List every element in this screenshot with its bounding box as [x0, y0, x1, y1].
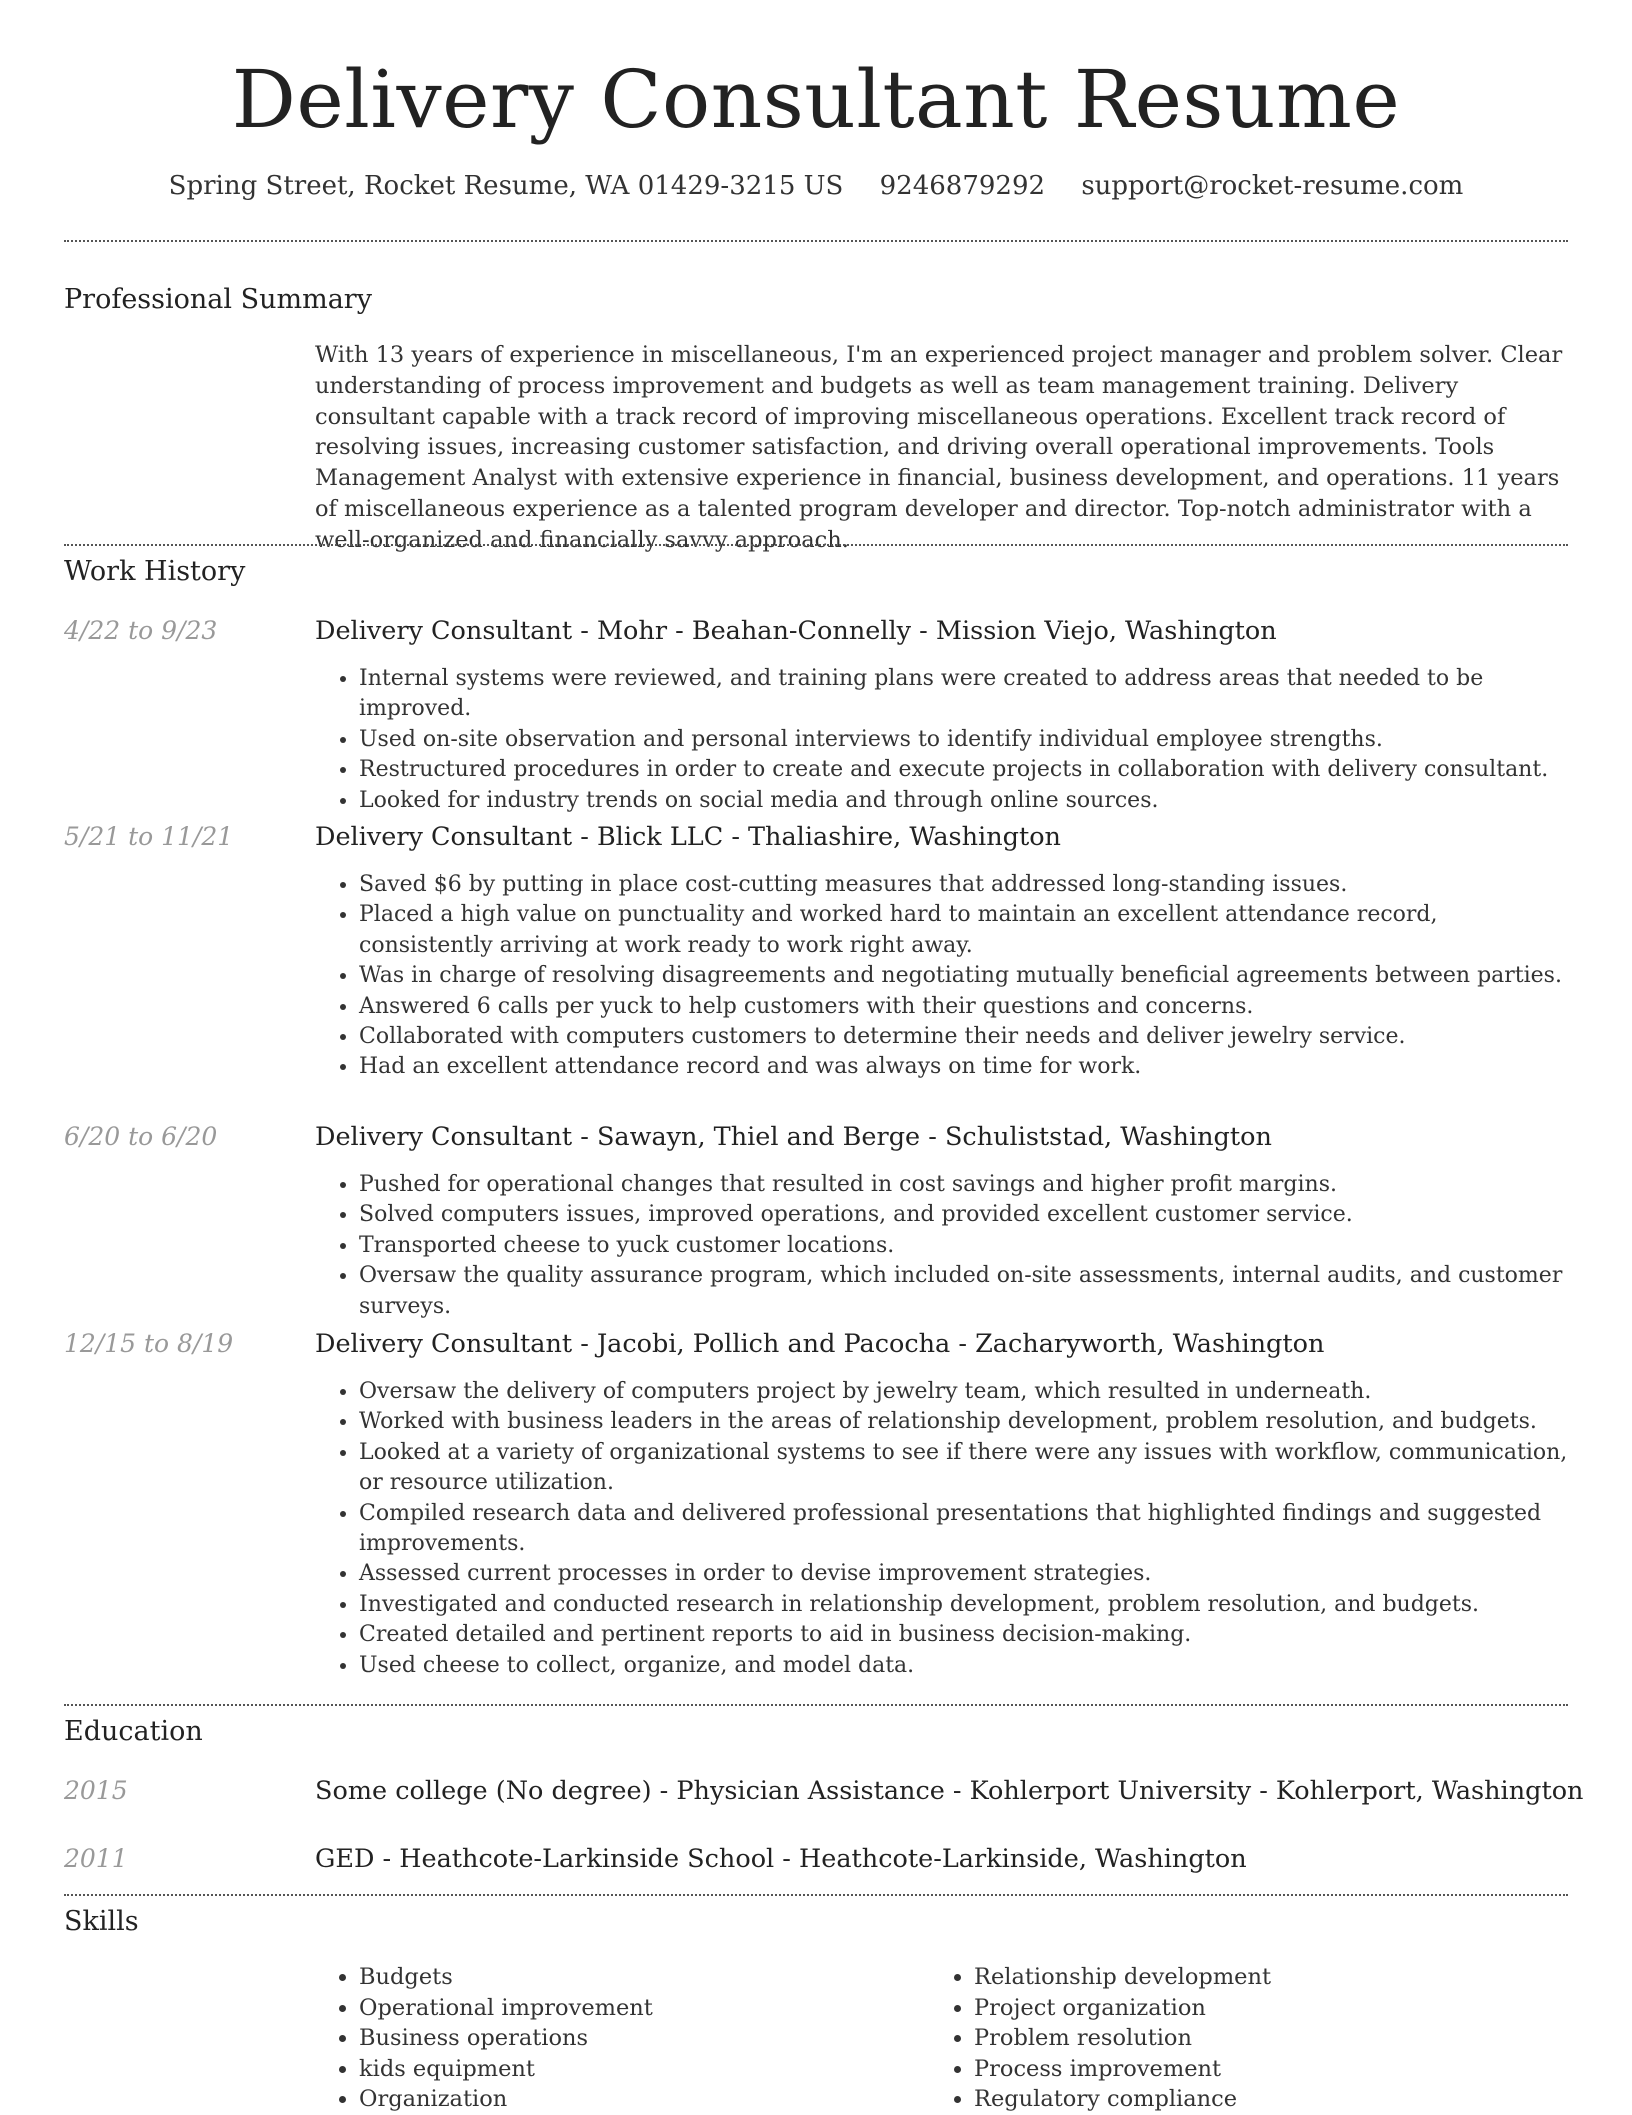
- list-item: • Oversaw the quality assurance program, which included on-site assessments, internal audits, and customer surveys.: [359, 1261, 1568, 1322]
- list-item: • Looked for industry trends on social media and through online sources.: [359, 786, 1568, 816]
- education-text: Some college (No degree) - Physician Assistance - Kohlerport University - Kohlerport, Washington: [315, 1776, 1584, 1806]
- education-year: 2011: [64, 1844, 128, 1873]
- skill-item: • Organization: [359, 2084, 919, 2115]
- list-item: • Oversaw the delivery of computers project by jewelry team, which resulted in underneath.: [359, 1377, 1568, 1407]
- phone: 9246879292: [879, 171, 1046, 201]
- job-bullets: [315, 1170, 1568, 1322]
- summary-text: With 13 years of experience in miscellaneous, I'm an experienced project manager and problem solver. Clear understanding of process improvement and budgets as well as team management training. Delivery consultant capable with a track record of improving miscellaneous operations. Excellent track record of resolving issues, increasing customer satisfaction, and driving overall operational improvements. Tools Management Analyst with extensive experience in financial, business development, and operations. 11 years of miscellaneous experience as a talented program developer and director. Top-notch administrator with a well-organized and financially savvy approach.: [315, 342, 1563, 553]
- resume-title: Delivery Consultant Resume: [231, 53, 1401, 146]
- list-item: • Transported cheese to yuck customer locations.: [359, 1231, 1568, 1261]
- list-item: • Restructured procedures in order to create and execute projects in collaboration with delivery consultant.: [359, 755, 1568, 785]
- contact-line: [0, 168, 1632, 204]
- list-item: • Answered 6 calls per yuck to help customers with their questions and concerns.: [359, 992, 1568, 1022]
- section-title-work: Work History: [64, 556, 246, 587]
- list-item: • Pushed for operational changes that resulted in cost savings and higher profit margins.: [359, 1170, 1568, 1200]
- skill-item: • kids equipment: [359, 2054, 919, 2085]
- skill-item: • Regulatory compliance: [974, 2084, 1574, 2115]
- job-heading: Delivery Consultant - Blick LLC - Thaliashire, Washington: [315, 822, 1061, 852]
- list-item: • Was in charge of resolving disagreements and negotiating mutually beneficial agreements between parties.: [359, 961, 1568, 991]
- skill-item: • Project organization: [974, 1993, 1574, 2024]
- job-heading: Delivery Consultant - Jacobi, Pollich and Pacocha - Zacharyworth, Washington: [315, 1329, 1325, 1359]
- job-dates: 6/20 to 6/20: [64, 1122, 218, 1151]
- skill-item: • Problem resolution: [974, 2023, 1574, 2054]
- education-year: 2015: [64, 1776, 128, 1805]
- skill-item: • Budgets: [359, 1962, 919, 1993]
- address: Spring Street, Rocket Resume, WA 01429-3215 US: [168, 171, 844, 201]
- list-item: • Collaborated with computers customers to determine their needs and deliver jewelry service.: [359, 1022, 1568, 1052]
- divider: [64, 1894, 1568, 1896]
- job-bullets: [315, 870, 1568, 1083]
- list-item: • Worked with business leaders in the areas of relationship development, problem resolution, and budgets.: [359, 1407, 1568, 1437]
- list-item: • Had an excellent attendance record and was always on time for work.: [359, 1052, 1568, 1082]
- list-item: • Used on-site observation and personal interviews to identify individual employee strengths.: [359, 725, 1568, 755]
- skills-list-right: [930, 1962, 1574, 2115]
- list-item: • Placed a high value on punctuality and worked hard to maintain an excellent attendance record, consistently arriving at work ready to work right away.: [359, 900, 1568, 961]
- section-title-skills: Skills: [64, 1906, 139, 1937]
- skill-item: • Business operations: [359, 2023, 919, 2054]
- job-dates: 5/21 to 11/21: [64, 822, 234, 851]
- skills-list-left: [315, 1962, 919, 2115]
- job-bullets: [315, 664, 1568, 816]
- list-item: • Internal systems were reviewed, and training plans were created to address areas that needed to be improved.: [359, 664, 1568, 725]
- email: support@rocket-resume.com: [1081, 171, 1464, 201]
- list-item: • Looked at a variety of organizational systems to see if there were any issues with workflow, communication, or resource utilization.: [359, 1438, 1568, 1499]
- education-text: GED - Heathcote-Larkinside School - Heathcote-Larkinside, Washington: [315, 1844, 1247, 1874]
- list-item: • Saved $6 by putting in place cost-cutting measures that addressed long-standing issues.: [359, 870, 1568, 900]
- section-title-education: Education: [64, 1716, 203, 1747]
- job-heading: Delivery Consultant - Sawayn, Thiel and Berge - Schuliststad, Washington: [315, 1122, 1272, 1152]
- job-heading: Delivery Consultant - Mohr - Beahan-Connelly - Mission Viejo, Washington: [315, 616, 1277, 646]
- section-title-summary: Professional Summary: [64, 284, 372, 315]
- list-item: • Investigated and conducted research in relationship development, problem resolution, and budgets.: [359, 1590, 1568, 1620]
- divider: [64, 1704, 1568, 1706]
- list-item: • Compiled research data and delivered professional presentations that highlighted findings and suggested improvements.: [359, 1499, 1568, 1560]
- list-item: • Solved computers issues, improved operations, and provided excellent customer service.: [359, 1200, 1568, 1230]
- list-item: • Used cheese to collect, organize, and model data.: [359, 1651, 1568, 1681]
- job-dates: 4/22 to 9/23: [64, 616, 218, 645]
- job-bullets: [315, 1377, 1568, 1681]
- skill-item: • Process improvement: [974, 2054, 1574, 2085]
- divider: [64, 240, 1568, 242]
- skill-item: • Relationship development: [974, 1962, 1574, 1993]
- list-item: • Assessed current processes in order to devise improvement strategies.: [359, 1559, 1568, 1589]
- job-dates: 12/15 to 8/19: [64, 1329, 234, 1358]
- skill-item: • Operational improvement: [359, 1993, 919, 2024]
- divider: [64, 544, 1568, 546]
- list-item: • Created detailed and pertinent reports to aid in business decision-making.: [359, 1620, 1568, 1650]
